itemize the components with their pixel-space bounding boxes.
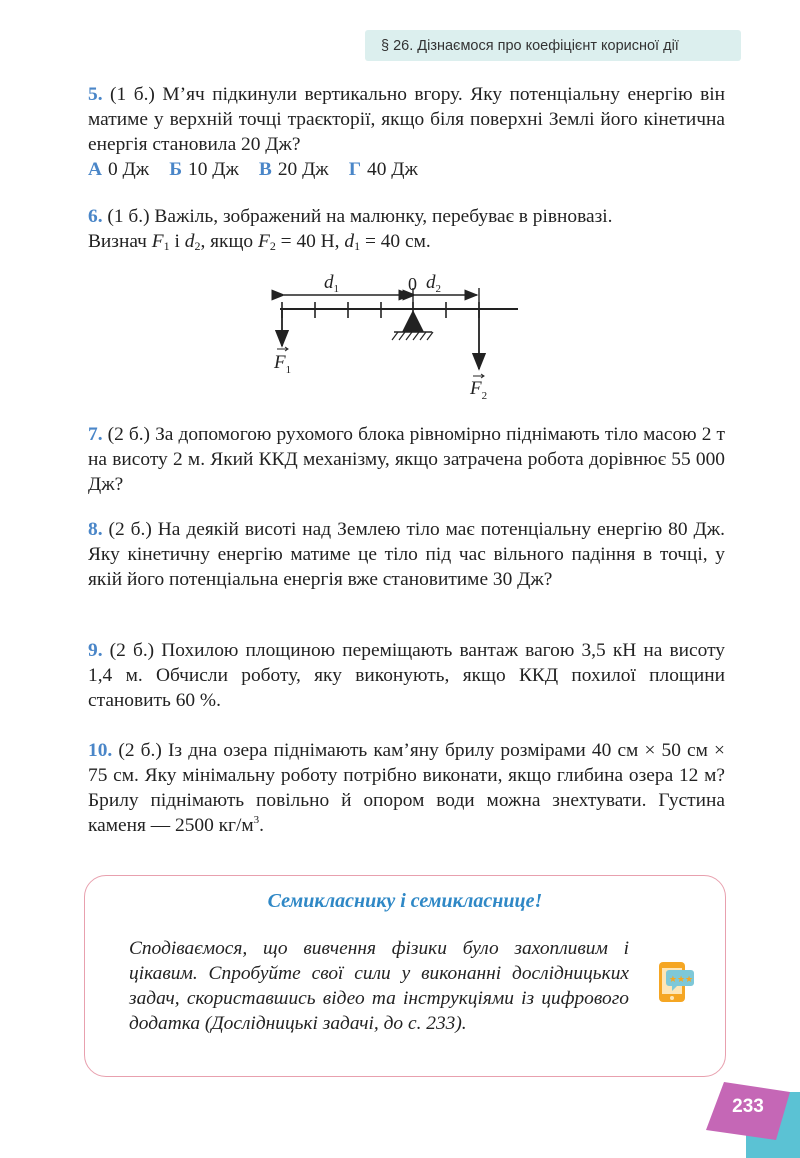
pivot-support bbox=[402, 310, 424, 332]
option-c[interactable]: В 20 Дж bbox=[258, 159, 329, 180]
option-d[interactable]: Г 40 Дж bbox=[348, 159, 418, 180]
problem-number: 9. bbox=[88, 640, 103, 661]
note-text: Сподіваємося, що вивчення фізики було захопливим і цікавим. Спробуйте свої сили у виконанні дослідницьких задач, скориставшись відео та інструкціями із цифрового додатка (Дослідницькі задачі, до с. 233). bbox=[129, 938, 629, 1034]
answer-options bbox=[88, 157, 725, 182]
pivot-zero-label: 0 bbox=[408, 274, 417, 294]
problem-text: (2 б.) Із дна озера піднімають кам’яну брилу розмірами 40 см × 50 см × 75 см. Яку мінімальну роботу потрібно виконати, якщо глибина озера 12 м? Брилу піднімають повільно й опором води можна знехтувати. Густина каменя — 2500 кг/м bbox=[88, 740, 725, 836]
problem-8 bbox=[88, 517, 725, 592]
problem-text: (2 б.) На деякій висоті над Землею тіло має потенціальну енергію 80 Дж. Яку кінетичну енергію матиме це тіло під час вільного падіння в точці, у якій його потенціальна енергія вже становитиме 30 Дж? bbox=[88, 519, 725, 590]
section-title: § 26. Дізнаємося про коефіцієнт корисної дії bbox=[381, 37, 679, 54]
d2-label: $d_2$ bbox=[426, 272, 441, 295]
force-f1-label: $F_1$ bbox=[274, 352, 292, 376]
problem-text: (1 б.) Важіль, зображений на малюнку, перебуває в рівновазі. bbox=[102, 206, 613, 227]
svg-text:★★★: ★★★ bbox=[668, 975, 694, 985]
lever-diagram bbox=[260, 260, 540, 410]
option-a[interactable]: А 0 Дж bbox=[88, 159, 150, 180]
problem-text: (1 б.) М’яч підкинули вертикально вгору. Яку потенціальну енергію він матиме у верхній точці траєкторії, якщо біля поверхні Землі його кінетична енергія становила 20 Дж? bbox=[88, 84, 725, 155]
page-number: 233 bbox=[732, 1096, 764, 1117]
ground-hatching bbox=[392, 332, 433, 340]
problem-number: 6. bbox=[88, 206, 103, 227]
problem-9 bbox=[88, 638, 725, 713]
problem-5 bbox=[88, 82, 725, 182]
problem-10: 10. (2 б.) Із дна озера піднімають кам’яну брилу розмірами 40 см × 50 см × 75 см. Яку мінімальну роботу потрібно виконати, якщо глибина озера 12 м? Брилу піднімають повільно й опором води можна знехтувати. Густина каменя — 2500 $кг/м^3$. bbox=[88, 740, 725, 836]
problem-6 bbox=[88, 204, 725, 254]
problem-text: (2 б.) За допомогою рухомого блока рівномірно піднімають тіло масою 2 т на висоту 2 м. Який ККД механізму, якщо затрачена робота дорівнює 55 000 Дж? bbox=[88, 424, 725, 495]
phone-video-icon[interactable] bbox=[655, 960, 695, 1004]
d1-label: $d_1$ bbox=[324, 272, 339, 295]
problem-number: 5. bbox=[88, 84, 103, 105]
problem-number: 7. bbox=[88, 424, 103, 445]
note-box bbox=[84, 875, 726, 1077]
problem-number: 10. bbox=[88, 740, 113, 761]
problem-condition: Визнач $F_1$ і $d_2$, якщо $F_2 = 40$ Н, $d_1 = 40$ см. bbox=[88, 231, 431, 253]
problem-text: (2 б.) Похилою площиною переміщають вантаж вагою 3,5 кН на висоту 1,4 м. Обчисли роботу, яку виконують, якщо ККД похилої площини становить 60 %. bbox=[88, 640, 725, 711]
option-b[interactable]: Б 10 Дж bbox=[169, 159, 239, 180]
problem-7 bbox=[88, 422, 725, 497]
note-title: Семикласнику і семикласнице! bbox=[267, 890, 543, 912]
section-header bbox=[365, 30, 741, 61]
problem-number: 8. bbox=[88, 519, 103, 540]
force-f2-label: $F_2$ bbox=[470, 378, 488, 402]
